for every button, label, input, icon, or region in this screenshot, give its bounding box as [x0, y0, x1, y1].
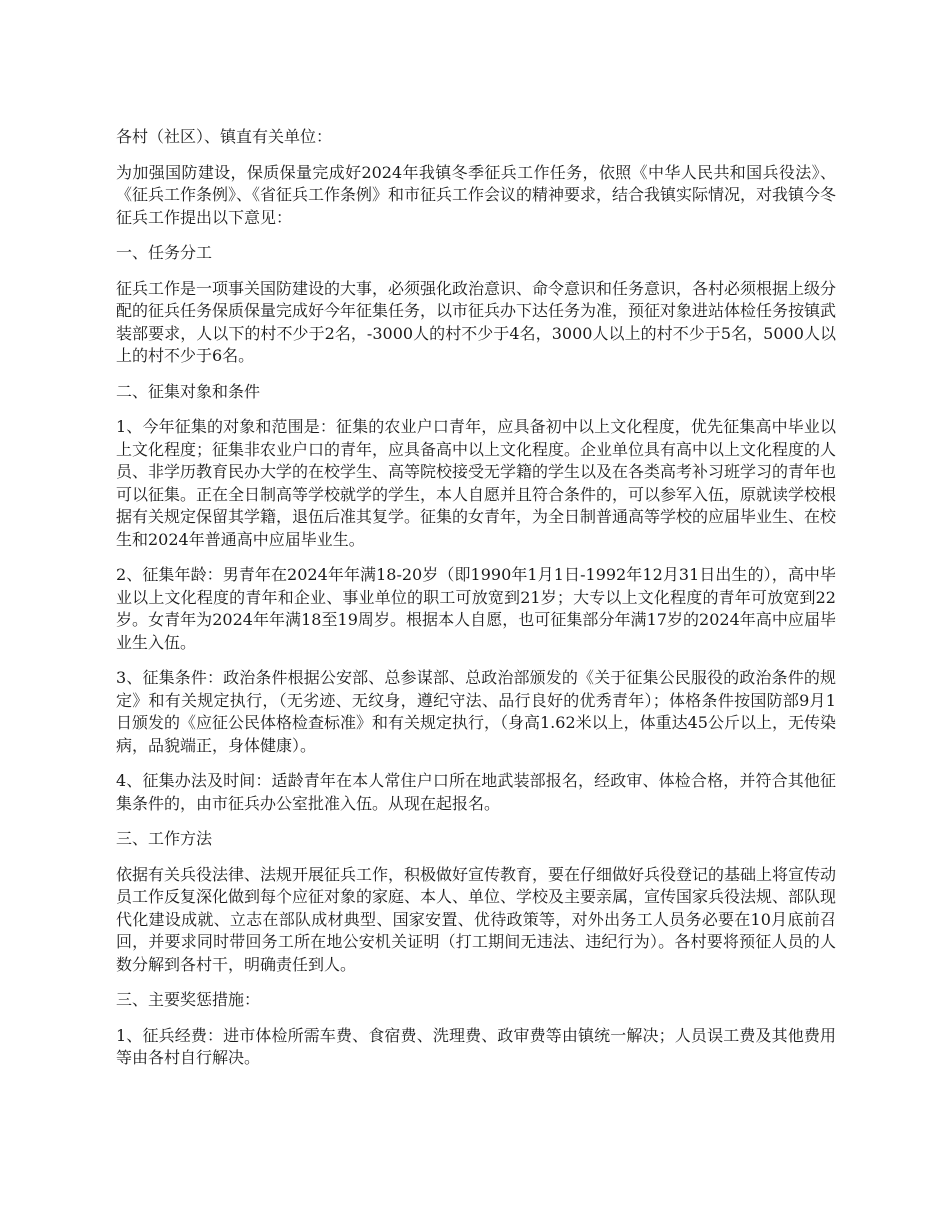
- recruitment-age-paragraph: 2、征集年龄：男青年在2024年年满18-20岁（即1990年1月1日-1992年12月31日出生的），高中毕业以上文化程度的青年和企业、事业单位的职工可放宽到21岁；大专以上文化程度的青年可放宽到22岁。女青年为2024年年满18至19周岁。根据本人自愿，也可征集部分年满17岁的2024年高中应届毕业生入伍。: [116, 565, 836, 652]
- task-division-paragraph: 征兵工作是一项事关国防建设的大事，必须强化政治意识、命令意识和任务意识，各村必须根据上级分配的征兵任务保质保量完成好今年征集任务，以市征兵办下达任务为准，预征对象进站体检任务按镇武装部要求，人以下的村不少于2名，-3000人的村不少于4名，3000人以上的村不少于5名，5000人以上的村不少于6名。: [116, 278, 837, 365]
- document-body: [116, 126, 836, 1083]
- recruitment-procedure-paragraph: 4、征集办法及时间：适龄青年在本人常住户口所在地武装部报名，经政审、体检合格，并符合其他征集条件的，由市征兵办公室批准入伍。从现在起报名。: [116, 771, 836, 813]
- section-heading-task-division: 一、任务分工: [116, 243, 213, 262]
- work-methods-paragraph: 依据有关兵役法律、法规开展征兵工作，积极做好宣传教育，要在仔细做好兵役登记的基础上将宣传动员工作反复深化做到每个应征对象的家庭、本人、单位、学校及主要亲属，宣传国家兵役法规、部队现代化建设成就、立志在部队成材典型、国家安置、优待政策等，对外出务工人员务必要在10月底前召回，并要求同时带回务工所在地公安机关证明（打工期间无违法、违纪行为）。各村要将预征人员的人数分解到各村干，明确责任到人。: [116, 864, 837, 974]
- intro-paragraph: 为加强国防建设，保质保量完成好2024年我镇冬季征兵工作任务，依照《中华人民共和国兵役法》、《征兵工作条例》、《省征兵工作条例》和市征兵工作会议的精神要求，结合我镇实际情况，对我镇今冬征兵工作提出以下意见：: [116, 162, 837, 227]
- section-heading-rewards-penalties: 三、主要奖惩措施：: [116, 990, 261, 1009]
- recruitment-scope-paragraph: 1、今年征集的对象和范围是：征集的农业户口青年，应具备初中以上文化程度，优先征集高中毕业以上文化程度；征集非农业户口的青年，应具备高中以上文化程度。企业单位具有高中以上文化程度的人员、非学历教育民办大学的在校学生、高等院校接受无学籍的学生以及在各类高考补习班学习的青年也可以征集。正在全日制高等学校就学的学生，本人自愿并且符合条件的，可以参军入伍，原就读学校根据有关规定保留其学籍，退伍后准其复学。征集的女青年，为全日制普通高等学校的应届毕业生、在校生和2024年普通高中应届毕业生。: [116, 417, 837, 549]
- section-heading-work-methods: 三、工作方法: [116, 829, 213, 848]
- salutation: 各村（社区）、镇直有关单位：: [116, 127, 333, 146]
- recruitment-conditions-paragraph: 3、征集条件：政治条件根据公安部、总参谋部、总政治部颁发的《关于征集公民服役的政治条件的规定》和有关规定执行，（无劣迹、无纹身，遵纪守法、品行良好的优秀青年）；体格条件按国防部9月1日颁发的《应征公民体格检查标准》和有关规定执行，（身高1.62米以上，体重达45公斤以上，无传染病，品貌端正，身体健康）。: [116, 668, 836, 755]
- funding-paragraph: 1、征兵经费：进市体检所需车费、食宿费、洗理费、政审费等由镇统一解决；人员误工费及其他费用等由各村自行解决。: [116, 1025, 836, 1067]
- section-heading-recruitment-targets: 二、征集对象和条件: [116, 381, 261, 401]
